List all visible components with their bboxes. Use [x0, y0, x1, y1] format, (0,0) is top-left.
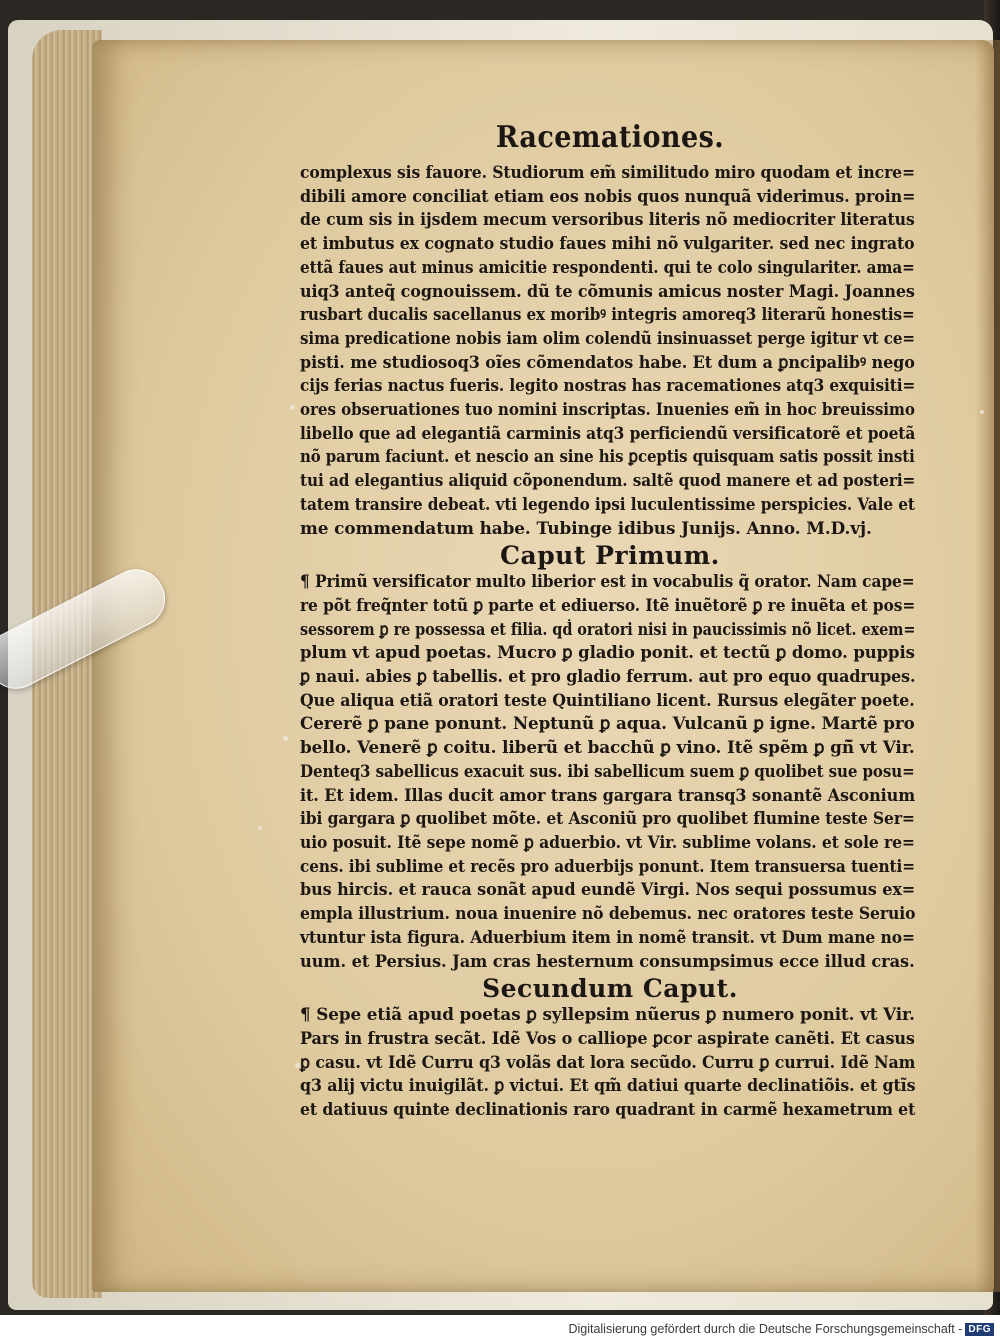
text-line: empla illustrium. noua inuenire nõ debemus. nec oratores teste Seruio: [300, 904, 916, 925]
text-line: plum vt apud poetas. Mucro ꝑ gladio ponit. et tectũ ꝑ domo. puppis: [300, 643, 915, 664]
chapter-heading-secundum: Secundum Caput.: [482, 974, 738, 1004]
text-line: de cum sis in ijsdem mecum versoribus literis nõ mediocriter literatus: [300, 210, 915, 231]
text-line: uum. et Persius. Jam cras hesternum consumpsimus ecce illud cras.: [300, 951, 915, 972]
text-line: Pars in frustra secãt. Idẽ Vos o calliope ꝑcor aspirate canẽti. Et casus: [300, 1028, 915, 1049]
text-line: uiq3 anteq̃ cognouissem. dũ te cõmunis amicus noster Magi. Joannes: [300, 281, 915, 302]
text-line: cijs ferias nactus fueris. legito nostras has racemationes atq3 exquisiti=: [300, 376, 916, 397]
text-line: ꝑ naui. abies ꝑ tabellis. et pro gladio ferrum. aut pro equo quadrupes.: [300, 667, 916, 688]
text-line: sima predicatione nobis iam olim colendũ insinuasset perge igitur vt ce=: [300, 328, 915, 349]
text-line: uio posuit. Itẽ sepe nomẽ ꝑ aduerbio. vt Vir. sublime volans. et sole re=: [300, 832, 915, 853]
text-line: et datiuus quinte declinationis raro quadrant in carmẽ hexametrum et: [300, 1100, 916, 1121]
dfg-logo: DFG: [965, 1323, 994, 1336]
printed-text-block: [300, 120, 920, 1123]
text-line: vtuntur ista figura. Aduerbium item in nomẽ transit. vt Dum mane no=: [300, 927, 915, 948]
text-line: et imbutus ex cognato studio faues mihi nõ vulgariter. sed nec ingrato: [300, 234, 915, 255]
text-line: sessorem ꝑ re possessa et filia. qḋ oratori nisi in paucissimis nõ licet. exem=: [300, 619, 916, 640]
text-line: tatem transire debeat. vti legendo ipsi luculentissime perspicies. Vale et: [300, 494, 915, 515]
text-line: Denteq3 sabellicus exacuit sus. ibi sabellicum suem ꝑ quolibet sue posu=: [300, 761, 915, 782]
text-line: tui ad elegantius aliquid cõponendum. saltẽ quod manere et ad posteri=: [300, 471, 916, 492]
text-line: dibili amore conciliat etiam eos nobis quos nunquã viderimus. proin=: [300, 186, 916, 207]
text-line: Cererẽ ꝑ pane ponunt. Neptunũ ꝑ aqua. Vulcanũ ꝑ igne. Martẽ pro: [300, 714, 915, 735]
paper-speck: [283, 736, 288, 741]
page-gutter-shadow: [974, 40, 1000, 1292]
dedication-paragraph: [300, 162, 920, 541]
text-line: cens. ibi sublime et recẽs pro aduerbijs ponunt. Item transuersa tuenti=: [300, 856, 915, 877]
text-line: complexus sis fauore. Studiorum em̃ similitudo miro quodam et incre=: [300, 163, 915, 183]
text-line: rusbart ducalis sacellanus ex moribꝰ integris amoreq3 literarũ honestis=: [300, 305, 915, 326]
paper-speck: [980, 410, 984, 414]
text-line: ¶ Sepe etiã apud poetas ꝑ syllepsim nũerus ꝑ numero ponit. vt Vir.: [300, 1005, 915, 1026]
text-line: me commendatum habe. Tubinge idibus Junijs. Anno. M.D.vj.: [300, 518, 872, 539]
digitization-credit: [568, 1322, 994, 1336]
text-line: libello que ad elegantiã carminis atq3 perficiendũ versificatorẽ et poetã: [300, 423, 916, 444]
text-line: re põt freq̃nter totũ ꝑ parte et ediuerso. Itẽ inuẽtorẽ ꝑ re inuẽta et pos=: [300, 595, 916, 616]
text-line: ¶ Primũ versificator multo liberior est in vocabulis q̃ orator. Nam cape=: [300, 572, 915, 593]
text-line: ibi gargara ꝑ quolibet mõte. et Asconiũ pro quolibet flumine teste Ser=: [300, 809, 915, 830]
chapter-one-paragraph: [300, 571, 920, 974]
text-line: bus hircis. et rauca sonãt apud eundẽ Virgi. Nos sequi possumus ex=: [300, 880, 916, 901]
text-line: it. Et idem. Illas ducit amor trans gargara transq3 sonantẽ Asconium: [300, 785, 916, 806]
text-line: Que aliqua etiã oratori teste Quintiliano licent. Rursus elegãter poete.: [300, 690, 915, 711]
text-line: nõ parum faciunt. et nescio an sine his ꝑceptis quisquam satis possit insti: [300, 447, 915, 468]
text-line: q3 alij victu inuigilãt. ꝑ victui. Et qm̃ datiui quarte declinatiõis. et gtĩs: [300, 1076, 916, 1097]
text-line: ꝑ casu. vt Idẽ Curru q3 volãs dat lora secũdo. Curru ꝑ currui. Idẽ Nam: [300, 1052, 916, 1073]
paper-speck: [258, 826, 262, 830]
text-line: bello. Venerẽ ꝑ coitu. liberũ et bacchũ ꝑ vino. Itẽ spẽm ꝑ gñ̃ vt Vir.: [300, 738, 915, 759]
text-line: ores obseruationes tuo nomini inscriptas. Inuenies em̃ in hoc breuissimo: [300, 400, 915, 421]
text-line: ettã faues aut minus amicitie respondenti. qui te colo singulariter. ama=: [300, 257, 915, 278]
paper-speck: [290, 405, 295, 410]
text-line: pisti. me studiosoq3 oĩes cõmendatos habe. Et dum a ꝑncipalibꝰ nego: [300, 352, 915, 373]
chapter-heading-primum: Caput Primum.: [500, 541, 720, 571]
running-head: Racemationes.: [495, 120, 725, 155]
credit-text: Digitalisierung gefördert durch die Deutsche Forschungsgemeinschaft -: [568, 1321, 963, 1336]
chapter-two-paragraph: [300, 1004, 920, 1123]
